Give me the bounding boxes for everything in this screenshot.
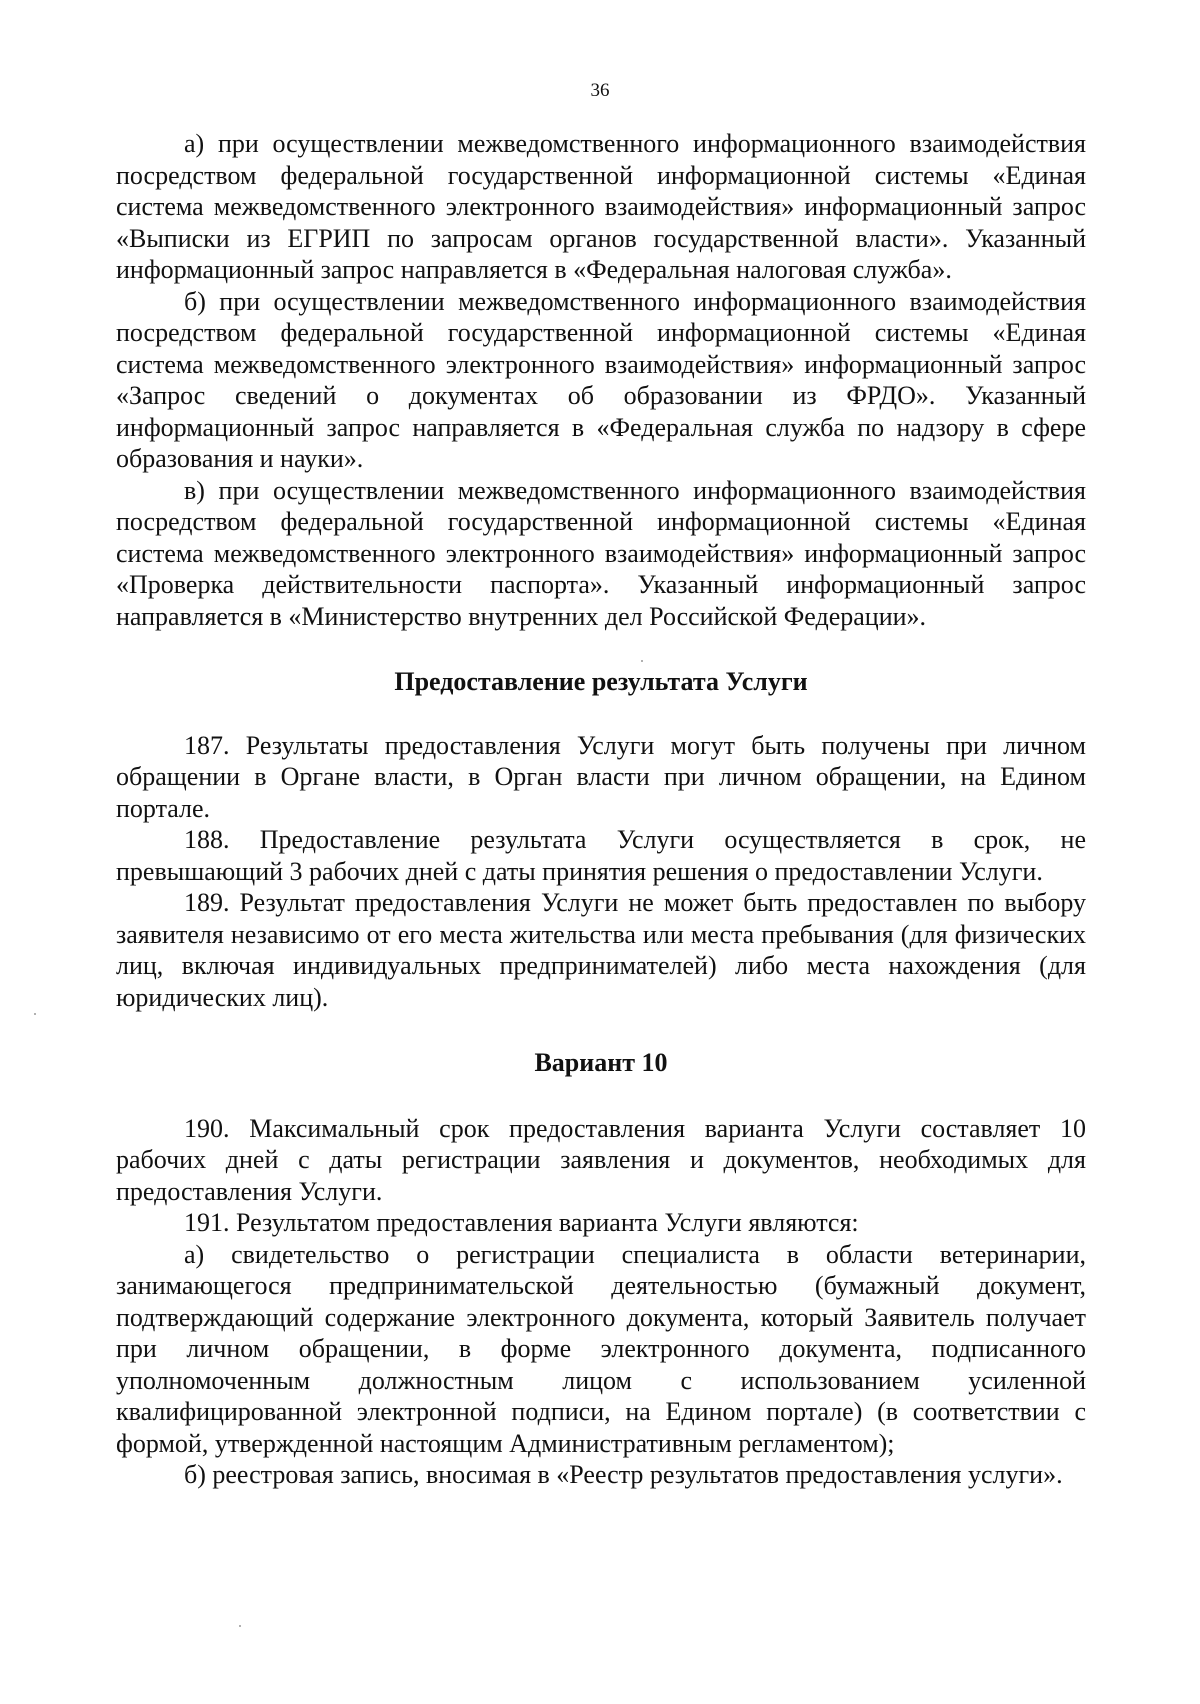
paragraph-188: 188. Предоставление результата Услуги осуществляется в срок, не превышающий 3 рабочих дней с даты принятия решения о предоставлении Услуги. [116, 825, 1086, 886]
page-number: 36 [590, 80, 610, 101]
paragraph-191: 191. Результатом предоставления варианта Услуги являются: [184, 1208, 859, 1237]
section-heading-result: Предоставление результата Услуги [394, 667, 808, 696]
paragraph-v-passport: в) при осуществлении межведомственного информационного взаимодействия посредством федеральной государственной информационной системы «Единая система межведомственного электронного взаимодействия» информационный запрос «Проверка действительности паспорта». Указанный информационный запрос направляется в «Министерство внутренних дел Российской Федерации». [116, 475, 1086, 631]
scan-speck [34, 1013, 36, 1015]
paragraph-189: 189. Результат предоставления Услуги не может быть предоставлен по выбору заявителя независимо от его места жительства или места пребывания (для физических лиц, включая индивидуальных предпринимателей) либо места нахождения (для юридических лиц). [116, 888, 1086, 1012]
section-heading-variant-10: Вариант 10 [534, 1048, 668, 1077]
paragraph-b-frdo: б) при осуществлении межведомственного информационного взаимодействия посредством федеральной государственной информационной системы «Единая система межведомственного электронного взаимодействия» информационный запрос «Запрос сведений о документах об образовании из ФРДО». Указанный информационный запрос направляется в «Федеральная служба по надзору в сфере образования и науки». [116, 286, 1086, 473]
document-body [116, 128, 1086, 1491]
paragraph-187: 187. Результаты предоставления Услуги могут быть получены при личном обращении в Органе власти, в Орган власти при личном обращении, на Едином портале. [116, 730, 1086, 823]
paragraph-191-b: б) реестровая запись, вносимая в «Реестр результатов предоставления услуги». [184, 1460, 1063, 1489]
paragraph-190: 190. Максимальный срок предоставления варианта Услуги составляет 10 рабочих дней с даты регистрации заявления и документов, необходимых для предоставления Услуги. [116, 1113, 1086, 1206]
scan-speck [641, 660, 643, 662]
paragraph-191-a: а) свидетельство о регистрации специалиста в области ветеринарии, занимающегося предпринимательской деятельностью (бумажный документ, подтверждающий содержание электронного документа, который Заявитель получает при личном обращении, в форме электронного документа, подписанного уполномоченным должностным лицом с использованием усиленной квалифицированной электронной подписи, на Едином портале) (в соответствии с формой, утвержденной настоящим Административным регламентом); [116, 1239, 1086, 1458]
scan-speck [239, 1625, 241, 1627]
paragraph-a-egrip: а) при осуществлении межведомственного информационного взаимодействия посредством федеральной государственной информационной системы «Единая система межведомственного электронного взаимодействия» информационный запрос «Выписки из ЕГРИП по запросам органов государственной власти». Указанный информационный запрос направляется в «Федеральная налоговая служба». [116, 129, 1086, 284]
